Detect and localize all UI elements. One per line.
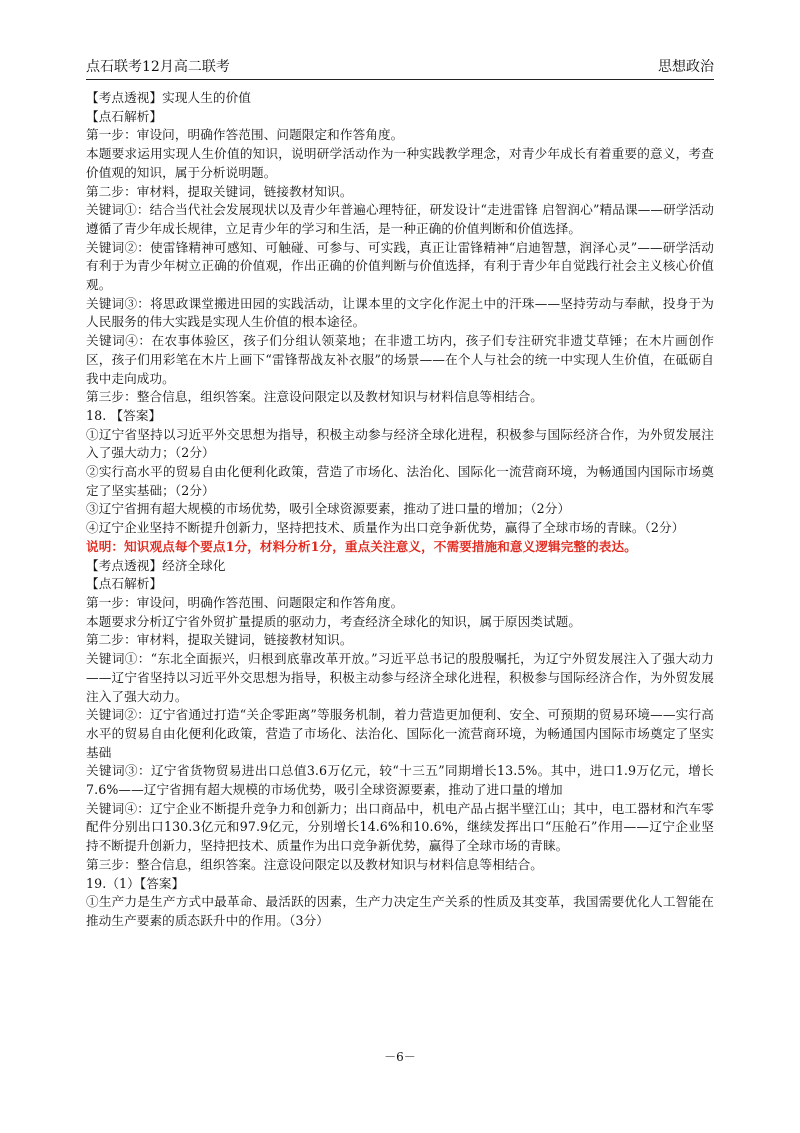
keyword-paragraph: 关键词①：结合当代社会发展现状以及青少年普遍心理特征，研发设计“走进雷锋 启智润心”精品课——研学活动遵循了青少年成长规律，立足青少年的学习和生活，是一种正确的价值判断和价值选择。 [86, 202, 714, 236]
keyword-paragraph: 关键词④：在农事体验区，孩子们分组认领菜地；在非遗工坊内，孩子们专注研究非遗艾草锤；在木片画创作区，孩子们用彩笔在木片上画下“雷锋帮战友补衣服”的场景——在个人与社会的统一中实现人生价值，在砥砺自我中走向成功。 [86, 333, 714, 386]
analysis-step-3: 第三步：整合信息，组织答案。注意设问限定以及教材知识与材料信息等相结合。 [86, 389, 543, 405]
answer-point: ②实行高水平的贸易自由化便利化政策，营造了市场化、法治化、国际化一流营商环境，为畅通国内国际市场奠定了坚实基础；（2分） [86, 464, 714, 498]
keyword-paragraph: 关键词②：辽宁省通过打造“关企零距离”等服务机制，着力营造更加便利、安全、可预期的贸易环境——实行高水平的贸易自由化便利化政策，营造了市场化、法治化、国际化一流营商环境，为畅通国内国际市场奠定了坚实基础 [86, 707, 714, 760]
question-19-answer-heading: 19.（1）【答案】 [86, 875, 185, 891]
page-header [86, 56, 714, 76]
answer-point: ③辽宁省拥有超大规模的市场优势，吸引全球资源要素，推动了进口量的增加；（2分） [86, 501, 571, 517]
analysis-paragraph: 本题要求分析辽宁省外贸扩量提质的驱动力，考查经济全球化的知识，属于原因类试题。 [86, 613, 582, 629]
page-body [86, 89, 714, 931]
answer-point: ①辽宁省坚持以习近平外交思想为指导，积极主动参与经济全球化进程，积极参与国际经济合作，为外贸发展注入了强大动力；（2分） [86, 426, 714, 461]
header-rule [86, 79, 714, 80]
keyword-paragraph: 关键词③：将思政课堂搬进田园的实践活动，让课本里的文字化作泥土中的汗珠——坚持劳动与奉献，投身于为人民服务的伟大实践是实现人生价值的根本途径。 [86, 295, 714, 330]
answer-point: ④辽宁企业坚持不断提升创新力，坚持把技术、质量作为出口竞争新优势，赢得了全球市场的青睐。（2分） [86, 520, 685, 536]
question-18-answer-heading: 18. 【答案】 [86, 407, 162, 423]
scoring-note: 说明：知识观点每个要点1分，材料分析1分，重点关注意义，不需要措施和意义逻辑完整的表达。 [86, 538, 637, 554]
section-topic-heading: 【考点透视】实现人生的价值 [86, 90, 252, 105]
analysis-step-2: 第二步：审材料，提取关键词，链接教材知识。 [86, 183, 353, 199]
analysis-step-1: 第一步：审设问，明确作答范围、问题限定和作答角度。 [86, 127, 404, 143]
section-analysis-heading: 【点石解析】 [86, 576, 163, 592]
page-number: －6－ [384, 1050, 416, 1064]
answer-point: ①生产力是生产方式中最革命、最活跃的因素，生产力决定生产关系的性质及其变革，我国需要优化人工智能在推动生产要素的质态跃升中的作用。（3分） [86, 894, 714, 928]
analysis-step-1: 第一步：审设问，明确作答范围、问题限定和作答角度。 [86, 594, 404, 610]
header-subject: 思想政治 [658, 59, 714, 75]
keyword-paragraph: 关键词③：辽宁省货物贸易进出口总值3.6万亿元，较“十三五”同期增长13.5%。其中，进口1.9万亿元，增长7.6%——辽宁省拥有超大规模的市场优势，吸引全球资源要素，推动了进口量的增加 [86, 763, 714, 798]
analysis-paragraph: 本题要求运用实现人生价值的知识，说明研学活动作为一种实践教学理念，对青少年成长有着重要的意义，考查价值观的知识，属于分析说明题。 [86, 146, 714, 180]
keyword-paragraph: 关键词②：使雷锋精神可感知、可触碰、可参与、可实践，真正让雷锋精神“启迪智慧，润泽心灵”——研学活动有利于为青少年树立正确的价值观，作出正确的价值判断与价值选择，有利于青少年自觉践行社会主义核心价值观。 [86, 239, 714, 293]
header-exam-title: 点石联考12月高二联考 [86, 59, 230, 75]
section-analysis-heading: 【点石解析】 [86, 108, 163, 124]
analysis-step-3: 第三步：整合信息，组织答案。注意设问限定以及教材知识与材料信息等相结合。 [86, 856, 543, 872]
analysis-step-2: 第二步：审材料，提取关键词，链接教材知识。 [86, 632, 353, 648]
keyword-paragraph: 关键词①：“东北全面振兴，归根到底靠改革开放。”习近平总书记的殷殷嘱托，为辽宁外贸发展注入了强大动力——辽宁省坚持以习近平外交思想为指导，积极主动参与经济全球化进程，积极参与国际经济合作，为外贸发展注入了强大动力。 [86, 651, 714, 704]
section-topic-heading: 【考点透视】经济全球化 [86, 557, 226, 573]
keyword-paragraph: 关键词④：辽宁企业不断提升竞争力和创新力；出口商品中，机电产品占据半壁江山；其中，电工器材和汽车零配件分别出口130.3亿元和97.9亿元，分别增长14.6%和10.6%，继续发挥出口“压舱石”作用——辽宁企业坚持不断提升创新力，坚持把技术、质量作为出口竞争新优势，赢得了全球市场的青睐。 [86, 800, 714, 854]
